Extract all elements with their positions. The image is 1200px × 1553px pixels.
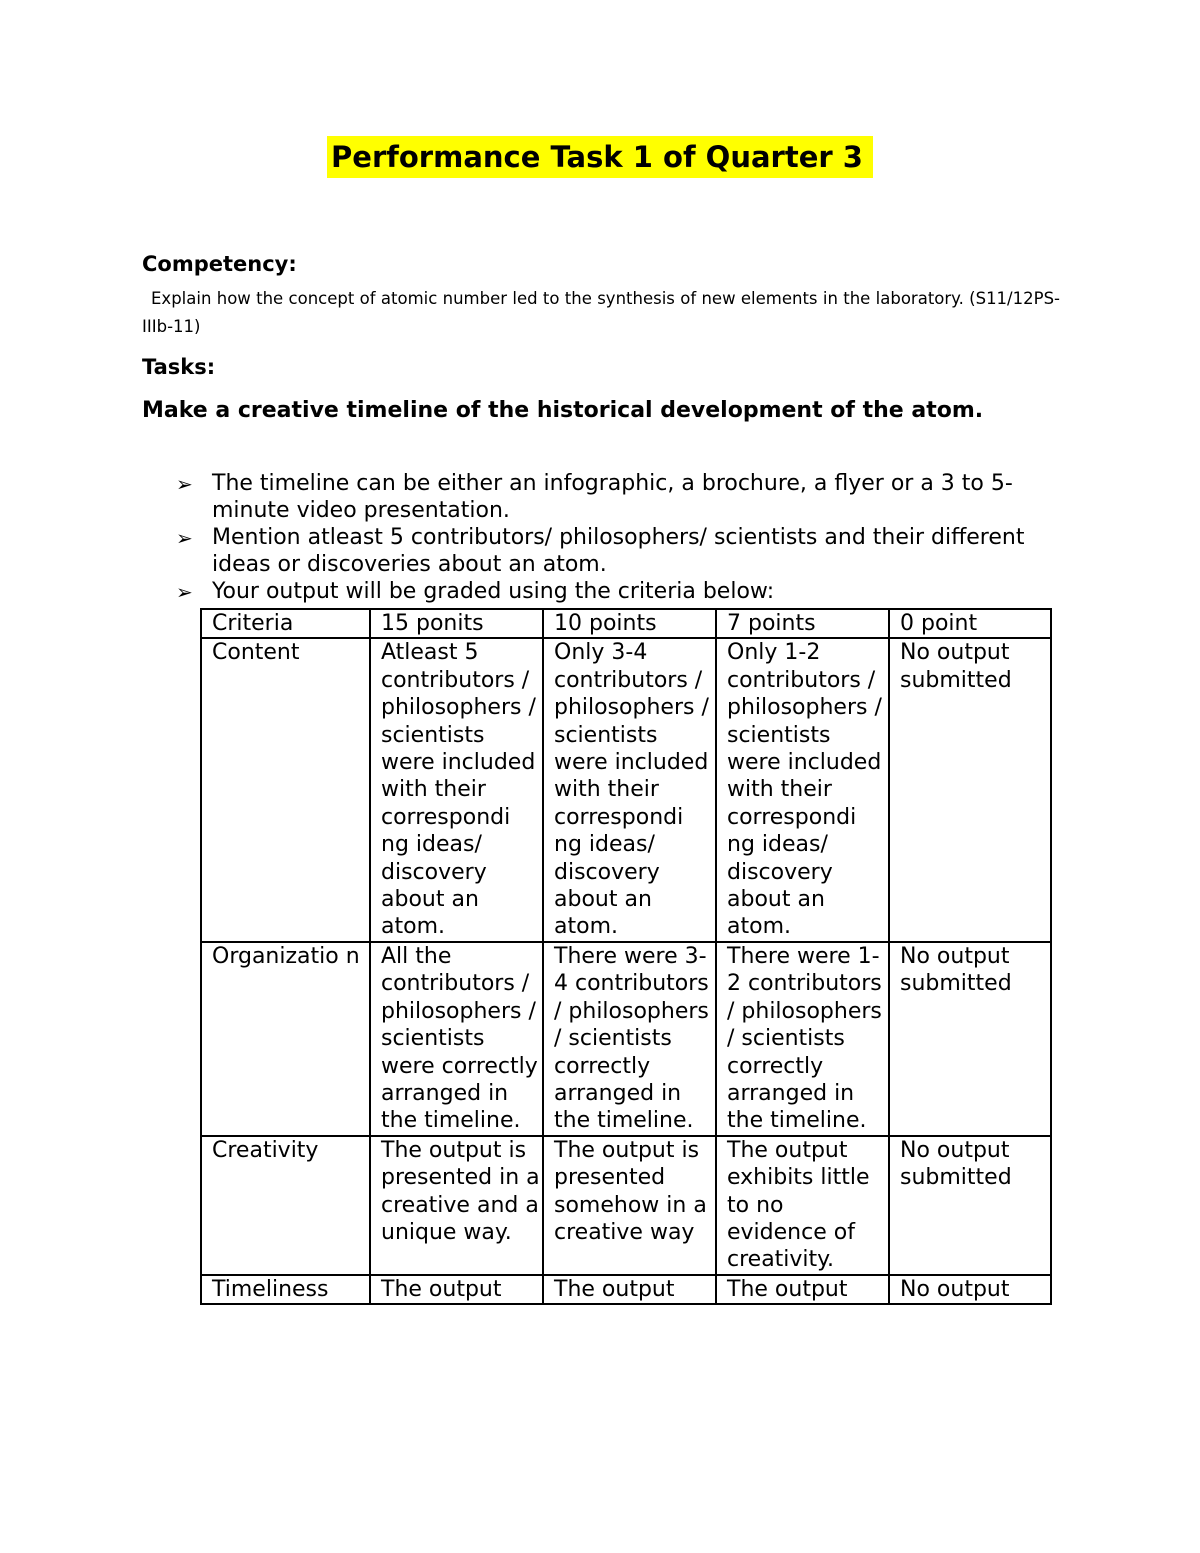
rubric-cell: Only 3-4 contributors / philosophers / scientists were included with their correspondi ng ideas/ discovery about an atom. [543,638,716,941]
rubric-cell: There were 1-2 contributors / philosophers / scientists correctly arranged in the timeline. [716,942,889,1136]
header-cell-15-points: 15 ponits [370,609,543,638]
rubric-cell: Only 1-2 contributors / philosophers / scientists were included with their correspondi ng ideas/ discovery about an atom. [716,638,889,941]
tasks-instruction: Make a creative timeline of the historical development of the atom. [142,398,984,423]
header-cell-7-points: 7 points [716,609,889,638]
rubric-cell: The output is presented in a creative and a unique way. [370,1136,543,1275]
task-item-text: Your output will be graded using the criteria below: [212,579,775,604]
document-title: Performance Task 1 of Quarter 3 [327,136,873,178]
table-row [201,638,1051,941]
document-title-block [0,140,1200,174]
table-row [201,1136,1051,1275]
tasks-heading: Tasks: [142,355,216,379]
rubric-cell: No output submitted [889,638,1051,941]
rubric-table [200,608,1052,1305]
rubric-cell: Atleast 5 contributors / philosophers / scientists were included with their correspondi ng ideas/ discovery about an atom. [370,638,543,941]
header-cell-criteria: Criteria [201,609,370,638]
criteria-cell: Timeliness [201,1275,370,1304]
task-item-text: Mention atleast 5 contributors/ philosophers/ scientists and their different ideas or discoveries about an atom. [212,525,1025,577]
competency-heading: Competency: [142,252,297,276]
table-row [201,1275,1051,1304]
rubric-cell: The output [370,1275,543,1304]
criteria-cell: Content [201,638,370,941]
rubric-cell: No output submitted [889,1136,1051,1275]
rubric-header-row [201,609,1051,638]
arrow-bullet-icon: ➢ [176,472,193,496]
criteria-cell: Organizatio n [201,942,370,1136]
task-item [176,470,1056,524]
arrow-bullet-icon: ➢ [176,580,193,604]
rubric-cell: No output [889,1275,1051,1304]
rubric-cell: The output exhibits little to no evidence of creativity. [716,1136,889,1275]
competency-text: Explain how the concept of atomic number led to the synthesis of new elements in the laboratory. (S11/12PS-IIIb-11) [142,289,1060,336]
rubric-cell: There were 3-4 contributors / philosophers / scientists correctly arranged in the timeline. [543,942,716,1136]
header-cell-0-point: 0 point [889,609,1051,638]
task-item-text: The timeline can be either an infographic, a brochure, a flyer or a 3 to 5-minute video presentation. [212,471,1013,523]
rubric-cell: No output submitted [889,942,1051,1136]
rubric-cell: The output is presented somehow in a creative way [543,1136,716,1275]
rubric-cell: All the contributors / philosophers / scientists were correctly arranged in the timeline. [370,942,543,1136]
header-cell-10-points: 10 points [543,609,716,638]
criteria-cell: Creativity [201,1136,370,1275]
task-item [176,578,1056,605]
arrow-bullet-icon: ➢ [176,526,193,550]
rubric-cell: The output [716,1275,889,1304]
rubric-cell: The output [543,1275,716,1304]
table-row [201,942,1051,1136]
task-item [176,524,1056,578]
task-list [176,470,1056,605]
